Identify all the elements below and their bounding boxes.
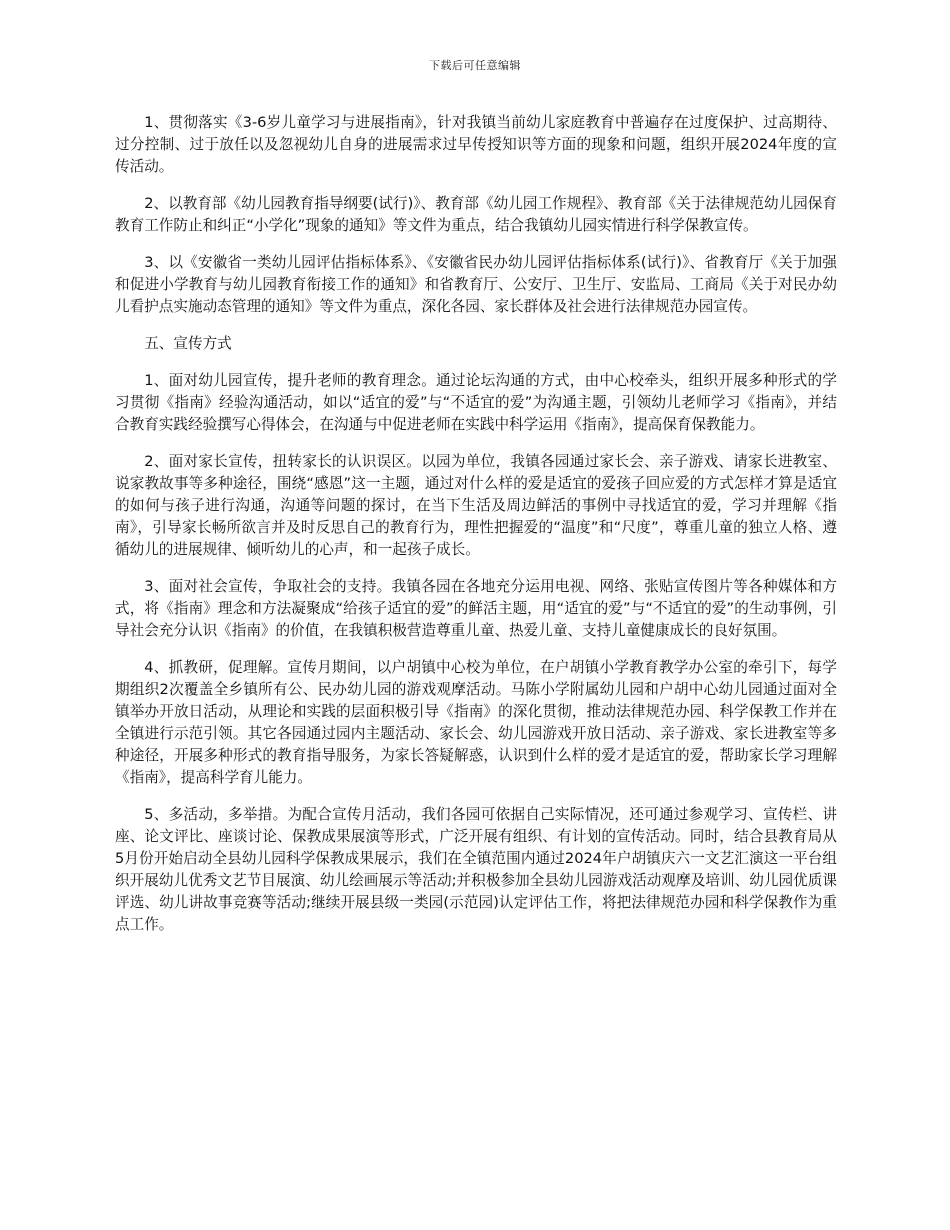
paragraph-5: 2、面对家长宣传，扭转家长的认识误区。以园为单位，我镇各园通过家长会、亲子游戏、请家长进教室、说家教故事等多种途径，围绕“感恩”这一主题，通过对什么样的爱是适宜的爱孩子回应爱的方式怎样才算是适宜的如何与孩子进行沟通，沟通等问题的探讨，在当下生活及周边鲜活的事例中寻找适宜的爱，学习并理解《指南》，引导家长畅所欲言并及时反思自己的教育行为，理性把握爱的“温度”和“尺度”，尊重儿童的独立人格、遵循幼儿的进展规律、倾听幼儿的心声，和一起孩子成长。 <box>115 453 837 558</box>
paragraph-1: 1、贯彻落实《3-6岁儿童学习与进展指南》，针对我镇当前幼儿家庭教育中普遍存在过度保护、过高期待、过分控制、过于放任以及忽视幼儿自身的进展需求过早传授知识等方面的现象和问题，组织开展2024年度的宣传活动。 <box>115 114 837 175</box>
document-body <box>115 112 837 951</box>
section-heading: 五、宣传方式 <box>144 335 232 352</box>
paragraph-8: 5、多活动，多举措。为配合宣传月活动，我们各园可依据自己实际情况，还可通过参观学习、宣传栏、讲座、论文评比、座谈讨论、保教成果展演等形式，广泛开展有组织、有计划的宣传活动。同时，结合县教育局从5月份开始启动全县幼儿园科学保教成果展示，我们在全镇范围内通过2024年户胡镇庆六一文艺汇演这一平台组织开展幼儿优秀文艺节目展演、幼儿绘画展示等活动;并积极参加全县幼儿园游戏活动观摩及培训、幼儿园优质课评选、幼儿讲故事竞赛等活动;继续开展县级一类园(示范园)认定评估工作，将把法律规范办园和科学保教作为重点工作。 <box>115 806 837 933</box>
paragraph-3: 3、以《安徽省一类幼儿园评估指标体系》、《安徽省民办幼儿园评估指标体系(试行)》、省教育厅《关于加强和促进小学教育与幼儿园教育衔接工作的通知》和省教育厅、公安厅、卫生厅、安监局、工商局《关于对民办幼儿看护点实施动态管理的通知》等文件为重点，深化各园、家长群体及社会进行法律规范办园宣传。 <box>115 254 837 315</box>
paragraph-7: 4、抓教研，促理解。宣传月期间，以户胡镇中心校为单位，在户胡镇小学教育教学办公室的牵引下，每学期组织2次覆盖全乡镇所有公、民办幼儿园的游戏观摩活动。马陈小学附属幼儿园和户胡中心幼儿园通过面对全镇举办开放日活动，从理论和实践的层面积极引导《指南》的深化贯彻，推动法律规范办园、科学保教工作并在全镇进行示范引领。其它各园通过园内主题活动、家长会、幼儿园游戏开放日活动、亲子游戏、家长进教室等多种途径，开展多种形式的教育指导服务，为家长答疑解惑，认识到什么样的爱才是适宜的爱，帮助家长学习理解《指南》，提高科学育儿能力。 <box>115 659 837 786</box>
paragraph-2: 2、以教育部《幼儿园教育指导纲要(试行)》、教育部《幼儿园工作规程》、教育部《关于法律规范幼儿园保育教育工作防止和纠正“小学化”现象的通知》等文件为重点，结合我镇幼儿园实情进行科学保教宣传。 <box>115 195 837 234</box>
paragraph-4: 1、面对幼儿园宣传，提升老师的教育理念。通过论坛沟通的方式，由中心校牵头，组织开展多种形式的学习贯彻《指南》经验沟通活动，如以“适宜的爱”与“不适宜的爱”为沟通主题，引领幼儿老师学习《指南》，并结合教育实践经验撰写心得体会，在沟通与中促进老师在实践中科学运用《指南》，提高保育保教能力。 <box>115 372 837 433</box>
paragraph-6: 3、面对社会宣传，争取社会的支持。我镇各园在各地充分运用电视、网络、张贴宣传图片等各种媒体和方式，将《指南》理念和方法凝聚成“给孩子适宜的爱”的鲜活主题，用“适宜的爱”与“不适宜的爱”的生动事例，引导社会充分认识《指南》的价值，在我镇积极营造尊重儿童、热爱儿童、支持儿童健康成长的良好氛围。 <box>115 578 837 639</box>
page-header: 下载后可任意编辑 <box>429 59 521 72</box>
